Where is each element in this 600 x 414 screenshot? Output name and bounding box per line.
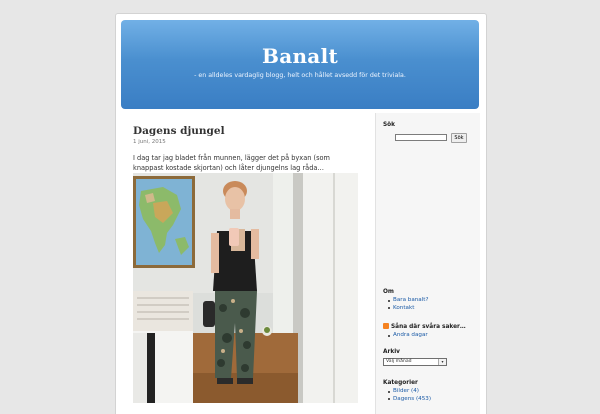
wall-map — [133, 176, 195, 268]
blog-title-link[interactable]: Banalt — [262, 44, 338, 68]
rss-widget-title[interactable]: Såna där svåra saker… — [391, 324, 466, 330]
search-input[interactable] — [395, 134, 447, 141]
sidebar-link-andra-dagar[interactable]: Andra dagar — [388, 332, 466, 340]
post-date: 1 juni, 2015 — [133, 139, 166, 145]
sidebar — [375, 113, 480, 414]
sidebar-link-kontakt[interactable]: Kontakt — [388, 305, 428, 313]
archive-dropdown-value: Välj månad — [386, 359, 412, 364]
search-widget-title: Sök — [383, 122, 396, 128]
blog-tagline: - en alldeles vardaglig blogg, helt och hållet avsedd för det triviala. — [194, 72, 406, 79]
main-content — [133, 125, 361, 173]
post-photo[interactable] — [133, 173, 358, 403]
rss-widget — [383, 323, 466, 340]
post-title-link[interactable]: Dagens djungel — [133, 125, 225, 137]
blog-header — [121, 20, 479, 109]
rss-icon[interactable] — [383, 323, 389, 329]
search-button[interactable]: Sök — [451, 133, 467, 143]
post-excerpt: I dag tar jag bladet från munnen, lägger det på byxan (som knappast kostade skjortan) och låter djungelns lag råda… — [133, 154, 330, 172]
category-item[interactable]: Bilder (4) — [388, 388, 431, 396]
chevron-down-icon: ▾ — [438, 359, 446, 365]
search-widget — [383, 122, 395, 128]
categories-widget-title: Kategorier — [383, 380, 418, 386]
om-widget — [383, 289, 428, 312]
category-item[interactable]: Dagens (453) — [388, 396, 431, 404]
om-widget-title: Om — [383, 289, 394, 295]
archive-dropdown[interactable] — [383, 358, 447, 366]
page-container — [115, 13, 487, 414]
archive-widget — [383, 349, 447, 366]
sidebar-link-bara-banalt[interactable]: Bara banalt? — [388, 297, 428, 305]
archive-widget-title: Arkiv — [383, 349, 400, 355]
